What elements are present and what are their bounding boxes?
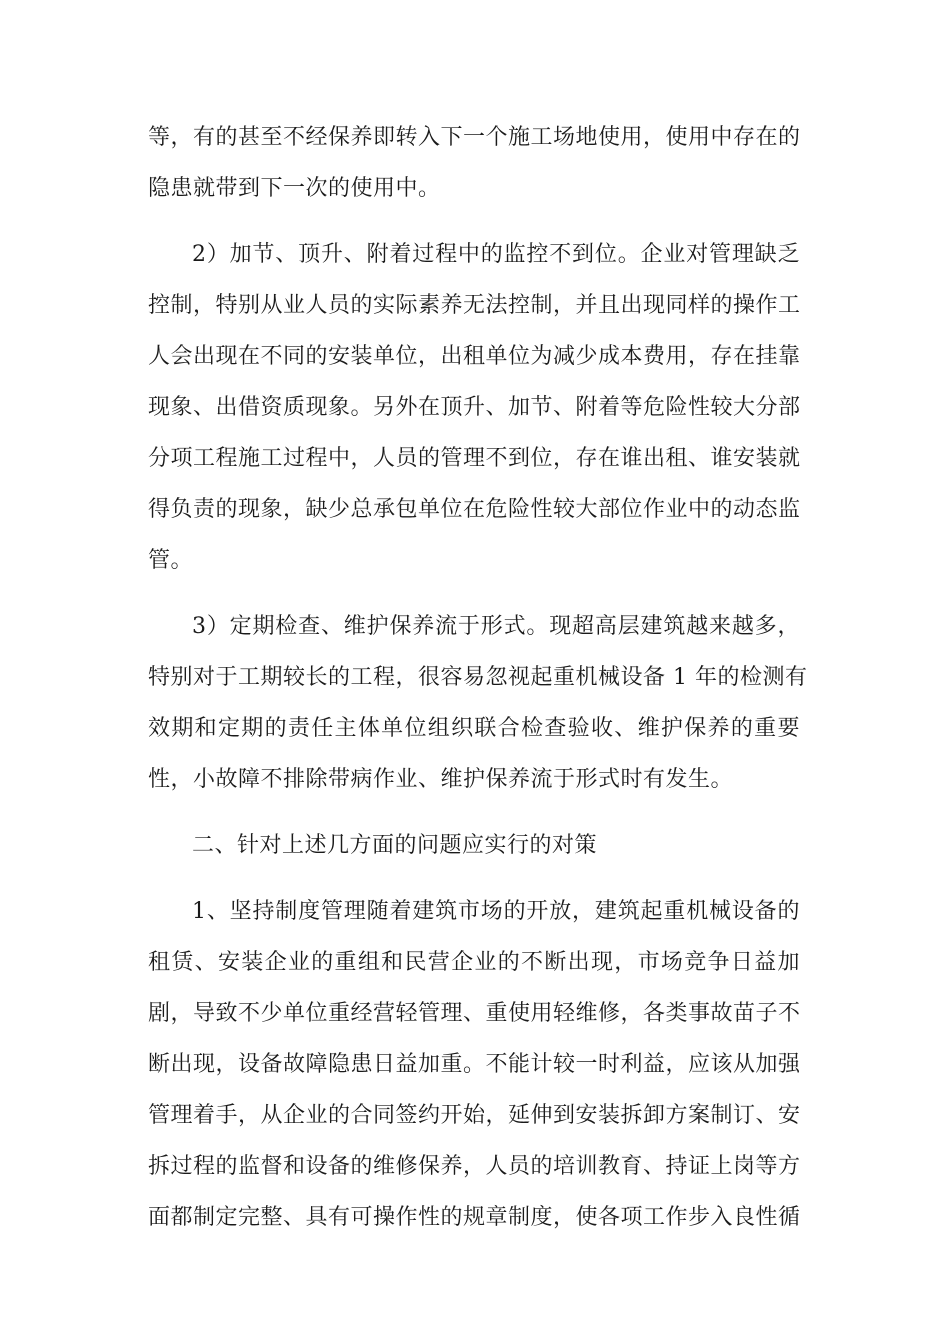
text-line: 分项工程施工过程中，人员的管理不到位，存在谁出租、谁安装就: [148, 446, 801, 471]
text-line: 现象、出借资质现象。另外在顶升、加节、附着等危险性较大分部: [148, 395, 801, 420]
text-line: 面都制定完整、具有可操作性的规章制度，使各项工作步入良性循: [148, 1205, 801, 1230]
paragraph-2: [148, 229, 800, 586]
text-line: 剧，导致不少单位重经营轻管理、重使用轻维修，各类事故苗子不: [148, 1001, 801, 1026]
text-line: 特别对于工期较长的工程，很容易忽视起重机械设备 1 年的检测有: [148, 665, 808, 690]
section-heading: [148, 820, 800, 871]
text-line: 2）加节、顶升、附着过程中的监控不到位。企业对管理缺乏: [192, 242, 800, 267]
text-line: 3）定期检查、维护保养流于形式。现超高层建筑越来越多，: [192, 614, 800, 639]
text-line: 控制，特别从业人员的实际素养无法控制，并且出现同样的操作工: [148, 293, 801, 318]
document-body: [148, 112, 808, 1243]
text-line: 管。: [148, 548, 194, 573]
text-line: 等，有的甚至不经保养即转入下一个施工场地使用，使用中存在的: [148, 125, 801, 150]
text-line: 人会出现在不同的安装单位，出租单位为减少成本费用，存在挂靠: [148, 344, 801, 369]
text-line: 租赁、安装企业的重组和民营企业的不断出现，市场竞争日益加: [148, 950, 800, 975]
heading-line: 二、针对上述几方面的问题应实行的对策: [192, 833, 598, 858]
text-line: 得负责的现象，缺少总承包单位在危险性较大部位作业中的动态监: [148, 497, 801, 522]
text-line: 1、坚持制度管理随着建筑市场的开放，建筑起重机械设备的: [192, 899, 800, 924]
text-line: 断出现，设备故障隐患日益加重。不能计较一时利益，应该从加强: [148, 1052, 801, 1077]
paragraph-1: [148, 112, 800, 214]
text-line: 拆过程的监督和设备的维修保养，人员的培训教育、持证上岗等方: [148, 1154, 801, 1179]
text-line: 管理着手，从企业的合同签约开始，延伸到安装拆卸方案制订、安: [148, 1103, 801, 1128]
text-line: 性，小故障不排除带病作业、维护保养流于形式时有发生。: [148, 767, 734, 792]
paragraph-4: [148, 886, 800, 1243]
text-line: 隐患就带到下一次的使用中。: [148, 176, 441, 201]
paragraph-3: [148, 601, 808, 805]
text-line: 效期和定期的责任主体单位组织联合检查验收、维护保养的重要: [148, 716, 800, 741]
